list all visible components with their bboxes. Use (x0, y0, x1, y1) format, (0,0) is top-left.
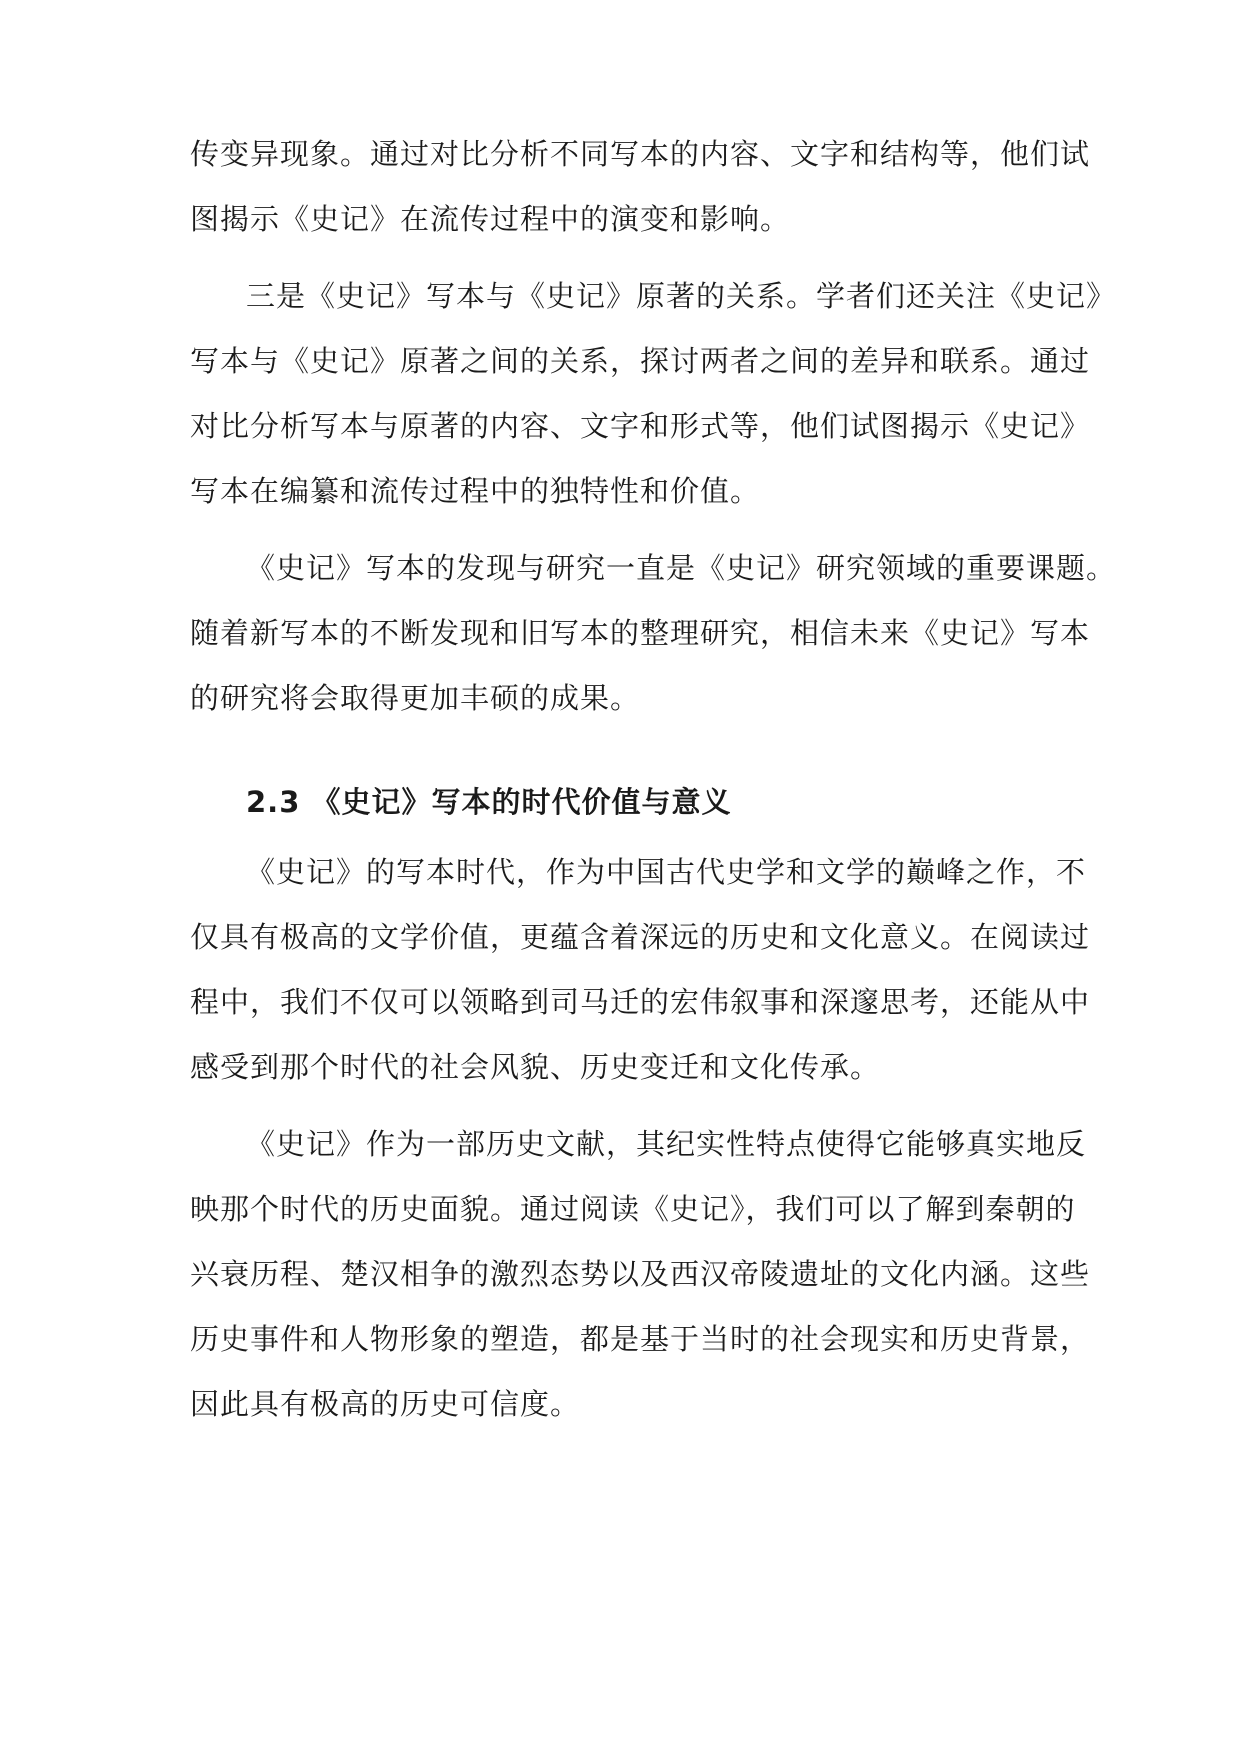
paragraph-line: 历史事件和人物形象的塑造，都是基于当时的社会现实和历史背景， (190, 1322, 1091, 1356)
paragraph-line: 对比分析写本与原著的内容、文字和形式等，他们试图揭示《史记》 (190, 409, 1091, 443)
paragraph-line: 三是《史记》写本与《史记》原著的关系。学者们还关注《史记》 (246, 279, 1117, 313)
paragraph-line: 《史记》写本的发现与研究一直是《史记》研究领域的重要课题。 (246, 551, 1117, 585)
paragraph-line: 因此具有极高的历史可信度。 (190, 1387, 581, 1421)
paragraph-line: 图揭示《史记》在流传过程中的演变和影响。 (190, 202, 791, 236)
paragraph-line: 的研究将会取得更加丰硕的成果。 (190, 681, 641, 715)
paragraph-line: 感受到那个时代的社会风貌、历史变迁和文化传承。 (190, 1050, 881, 1084)
section-heading: 2.3 《史记》写本的时代价值与意义 (246, 785, 732, 819)
paragraph-line: 《史记》作为一部历史文献，其纪实性特点使得它能够真实地反 (246, 1127, 1087, 1161)
paragraph-line: 映那个时代的历史面貌。通过阅读《史记》，我们可以了解到秦朝的 (190, 1192, 1076, 1226)
paragraph-line: 程中，我们不仅可以领略到司马迁的宏伟叙事和深邃思考，还能从中 (190, 985, 1091, 1019)
paragraph-line: 仅具有极高的文学价值，更蕴含着深远的历史和文化意义。在阅读过 (190, 920, 1091, 954)
paragraph-line: 写本与《史记》原著之间的关系，探讨两者之间的差异和联系。通过 (190, 344, 1091, 378)
paragraph-line: 写本在编纂和流传过程中的独特性和价值。 (190, 474, 761, 508)
paragraph-line: 随着新写本的不断发现和旧写本的整理研究，相信未来《史记》写本 (190, 616, 1091, 650)
paragraph-line: 兴衰历程、楚汉相争的激烈态势以及西汉帝陵遗址的文化内涵。这些 (190, 1257, 1091, 1291)
paragraph-line: 传变异现象。通过对比分析不同写本的内容、文字和结构等，他们试 (190, 137, 1091, 171)
paragraph-line: 《史记》的写本时代，作为中国古代史学和文学的巅峰之作，不 (246, 855, 1087, 889)
